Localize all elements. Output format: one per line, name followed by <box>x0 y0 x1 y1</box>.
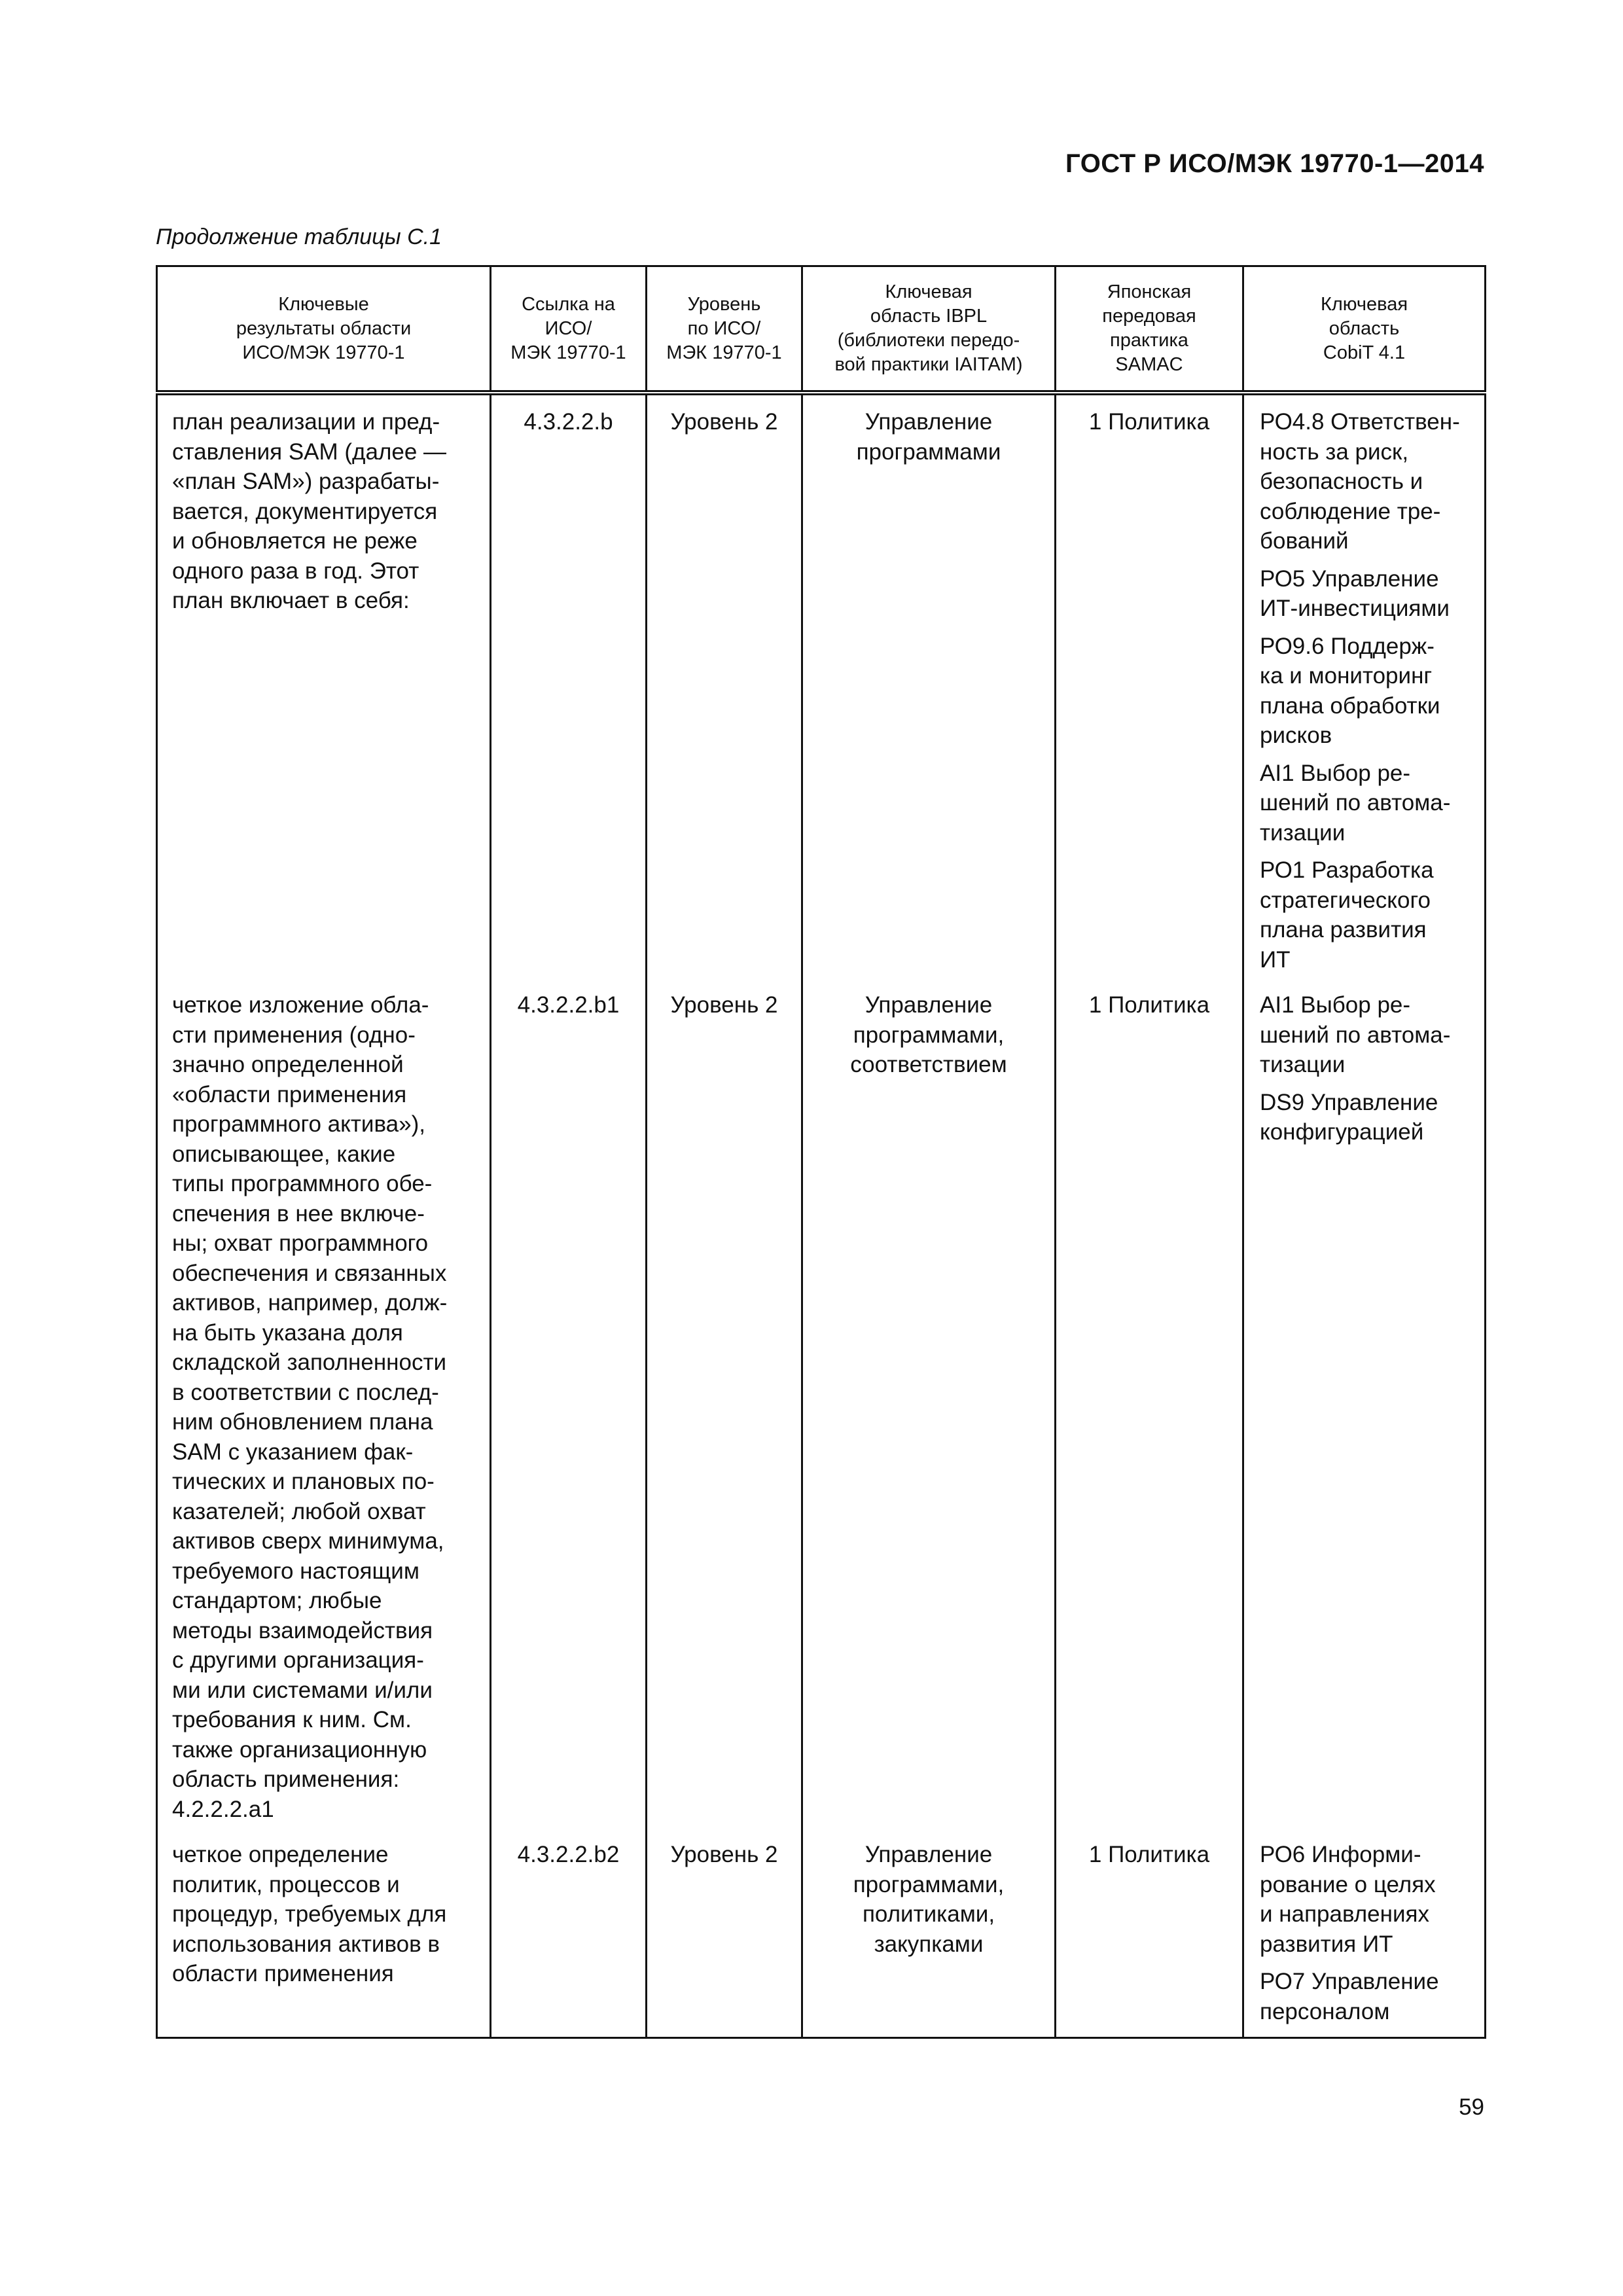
samac-cell: 1 Политика <box>1056 981 1243 1831</box>
page-number: 59 <box>1459 2094 1484 2120</box>
column-header-level: Уровень по ИСО/ МЭК 19770-1 <box>647 266 802 393</box>
key-result-cell: четкое определение политик, процессов и процедур, требуемых для использования активов в области применения <box>157 1831 491 2038</box>
samac-cell: 1 Политика <box>1056 1831 1243 2038</box>
mapping-table <box>156 265 1486 2039</box>
column-header-reference: Ссылка на ИСО/ МЭК 19770-1 <box>491 266 647 393</box>
table-header-row <box>157 266 1486 393</box>
cobit-item: AI1 Выбор ре- шений по автома- тизации <box>1260 760 1451 846</box>
column-header-samac: Японская передовая практика SAMAC <box>1056 266 1243 393</box>
reference-cell: 4.3.2.2.b <box>491 393 647 981</box>
key-result-cell: четкое изложение обла- сти применения (одно- значно определенной «области применения программного актива»), описывающее, какие типы программного обе- спечения в нее включе- ны; охват программного обеспечения и связанных активов, например, долж- на быть указана доля складской заполненности в соответствии с послед- ним обновлением плана SAM с указанием фак- тических и плановых по- казателей; любой охват активов сверх минимума, требуемого настоящим стандартом; любые методы взаимодействия с другими организация- ми или системами и/или требования к ним. См. также организационную область применения: 4.2.2.2.a1 <box>157 981 491 1831</box>
cobit-item: РО1 Разработка стратегического плана развития ИТ <box>1260 857 1434 973</box>
cobit-item: РО4.8 Ответствен- ность за риск, безопасность и соблюдение тре- бований <box>1260 409 1460 554</box>
column-header-ibpl: Ключевая область IBPL (библиотеки передо- вой практики IAITAM) <box>802 266 1056 393</box>
samac-cell: 1 Политика <box>1056 393 1243 981</box>
table-caption: Продолжение таблицы С.1 <box>156 224 442 249</box>
document-code: ГОСТ Р ИСО/МЭК 19770-1—2014 <box>1065 149 1484 178</box>
reference-cell: 4.3.2.2.b1 <box>491 981 647 1831</box>
cobit-item: РО7 Управление персоналом <box>1260 1969 1439 2024</box>
cobit-item: РО6 Информи- рование о целях и направлениях развития ИТ <box>1260 1842 1436 1957</box>
ibpl-cell: Управление программами, политиками, закупками <box>802 1831 1056 2038</box>
key-result-cell: план реализации и пред- ставления SAM (далее — «план SAM») разрабаты- вается, документируется и обновляется не реже одного раза в год. Этот план включает в себя: <box>157 393 491 981</box>
cobit-cell <box>1243 981 1486 1831</box>
ibpl-cell: Управление программами <box>802 393 1056 981</box>
ibpl-cell: Управление программами, соответствием <box>802 981 1056 1831</box>
cobit-item: DS9 Управление конфигурацией <box>1260 1089 1438 1145</box>
cobit-item: РО5 Управление ИТ-инвестициями <box>1260 565 1450 621</box>
table-row <box>157 981 1486 1831</box>
level-cell: Уровень 2 <box>647 981 802 1831</box>
cobit-item: РО9.6 Поддерж- ка и мониторинг плана обработки рисков <box>1260 633 1440 748</box>
table-row <box>157 393 1486 981</box>
level-cell: Уровень 2 <box>647 393 802 981</box>
cobit-cell <box>1243 1831 1486 2038</box>
cobit-cell <box>1243 393 1486 981</box>
column-header-cobit: Ключевая область CobiT 4.1 <box>1243 266 1486 393</box>
level-cell: Уровень 2 <box>647 1831 802 2038</box>
column-header-key-results: Ключевые результаты области ИСО/МЭК 19770-1 <box>157 266 491 393</box>
table-row <box>157 1831 1486 2038</box>
reference-cell: 4.3.2.2.b2 <box>491 1831 647 2038</box>
cobit-item: AI1 Выбор ре- шений по автома- тизации <box>1260 992 1451 1077</box>
